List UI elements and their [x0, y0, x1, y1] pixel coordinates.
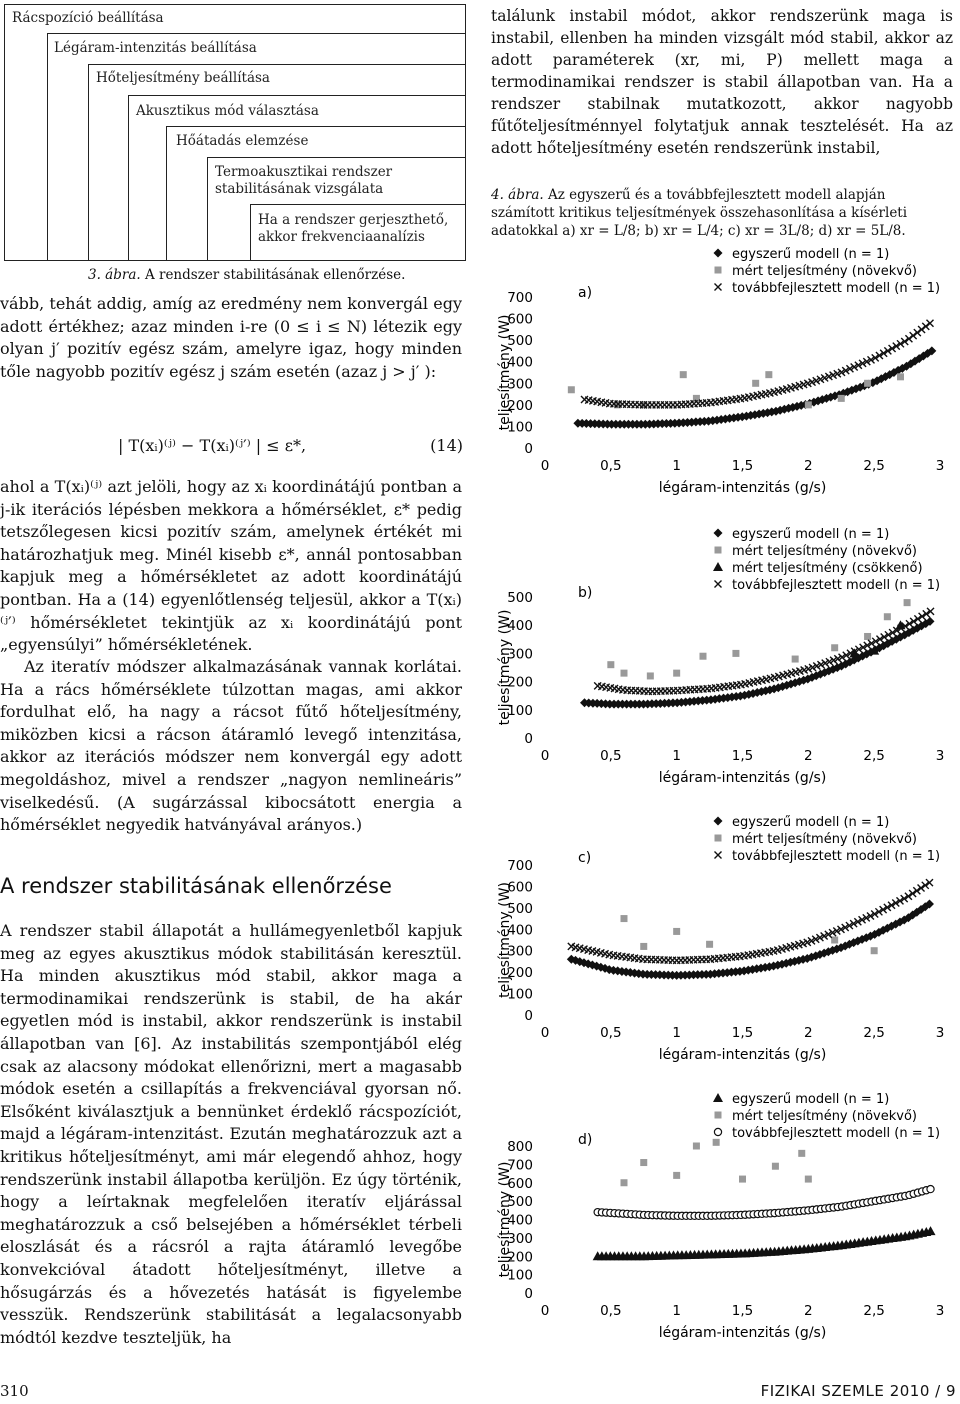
data-point: [693, 1143, 700, 1150]
legend-marker: [715, 547, 722, 554]
data-point: [910, 332, 917, 339]
fig3-label-1: Rácspozíció beállítása: [12, 10, 164, 26]
data-point: [752, 380, 759, 387]
chart-b: [485, 520, 955, 800]
data-point: [732, 650, 739, 657]
y-tick-label: 600: [507, 311, 533, 328]
legend-entry: mért teljesítmény (növekvő): [732, 264, 917, 279]
y-axis-label: teljesítmény (W): [497, 609, 513, 726]
data-point: [918, 326, 925, 333]
fig3-caption-num: 3. ábra.: [88, 267, 141, 283]
y-tick-label: 400: [507, 1212, 533, 1229]
data-point: [673, 670, 680, 677]
x-tick-label: 1: [672, 1303, 681, 1319]
x-axis-label: légáram-intenzitás (g/s): [658, 1047, 827, 1063]
x-axis-label: légáram-intenzitás (g/s): [658, 770, 827, 786]
x-tick-label: 1,5: [731, 458, 754, 474]
legend-entry: egyszerű modell (n = 1): [732, 815, 890, 830]
x-axis-label: légáram-intenzitás (g/s): [658, 480, 827, 496]
legend-entry: egyszerű modell (n = 1): [732, 247, 890, 262]
journal-footer: [761, 1382, 956, 1400]
y-tick-label: 200: [507, 674, 533, 691]
fig3-label-7: Ha a rendszer gerjeszthető, akkor frekvenciaanalízis: [258, 212, 449, 245]
y-tick-label: 500: [507, 590, 533, 606]
data-point: [798, 1150, 805, 1157]
fig4-caption-num: 4. ábra.: [491, 187, 544, 203]
y-tick-label: 200: [507, 397, 533, 414]
data-point: [864, 380, 871, 387]
x-tick-label: 2: [804, 458, 813, 474]
x-tick-label: 0,5: [600, 1303, 622, 1319]
page-number: 310: [0, 1382, 29, 1400]
y-tick-label: 0: [524, 1008, 533, 1024]
y-tick-label: 600: [507, 1175, 533, 1192]
data-point: [922, 323, 929, 330]
legend-marker: [715, 284, 722, 291]
fig3-label-6: Termoakusztikai rendszer stabilitásának vizsgálata: [215, 164, 393, 197]
legend-entry: egyszerű modell (n = 1): [732, 527, 890, 542]
legend-marker: [715, 852, 722, 859]
legend-marker: [714, 529, 723, 538]
y-axis-label: teljesítmény (W): [497, 882, 513, 998]
legend-marker: [714, 249, 723, 258]
series-2: [594, 1185, 934, 1219]
x-tick-label: 1,5: [731, 748, 754, 764]
data-point: [884, 613, 891, 620]
section-heading: A rendszer stabilitásának ellenőrzése: [0, 874, 392, 898]
series-3: [594, 608, 934, 695]
fig4-caption-text: Az egyszerű és a továbbfejlesztett modell alapján számított kritikus teljesítmények összehasonlítása a kísérleti adatokkal a) xr = L/8; b) xr = L/4; c) xr = 3L/8; d) xr = 5L/8.: [491, 187, 908, 239]
left-paragraph-1: vább, tehát addig, amíg az eredmény nem konvergál egy adott értékhez; azaz minden i-re (0 ≤ i ≤ N) létezik egy olyan j′ pozitív egész szám, amelyre igaz, hogy minden tőle nagyobb pozitív egész j szám esetén (azaz j > j′ ):: [0, 294, 462, 381]
y-tick-label: 700: [507, 858, 533, 874]
fig3-label-3: Hőteljesítmény beállítása: [96, 70, 270, 86]
x-axis-label: légáram-intenzitás (g/s): [658, 1325, 827, 1341]
legend-marker: [714, 817, 723, 826]
data-point: [792, 656, 799, 663]
series-1: [607, 599, 910, 679]
data-point: [897, 373, 904, 380]
x-tick-label: 1,5: [731, 1025, 754, 1041]
x-tick-label: 3: [935, 1303, 945, 1319]
data-point: [772, 1163, 779, 1170]
y-axis-label: teljesítmény (W): [497, 314, 513, 431]
x-tick-label: 1,5: [731, 1303, 754, 1319]
data-point: [568, 386, 575, 393]
data-point: [805, 401, 812, 408]
y-axis-label: teljesítmény (W): [497, 1161, 513, 1278]
data-point: [739, 1176, 746, 1183]
y-tick-label: 500: [507, 333, 533, 350]
x-tick-label: 3: [935, 1025, 945, 1041]
y-tick-label: 400: [507, 354, 533, 371]
y-tick-label: 100: [507, 986, 533, 1003]
data-point: [607, 661, 614, 668]
journal-issue: 2010 / 9: [889, 1382, 956, 1400]
data-point: [765, 371, 772, 378]
legend-entry: egyszerű modell (n = 1): [732, 1092, 890, 1107]
fig3-caption: [88, 266, 468, 284]
x-tick-label: 0: [540, 458, 550, 474]
data-point: [706, 941, 713, 948]
data-point: [673, 1172, 680, 1179]
legend-marker: [714, 1128, 721, 1135]
data-point: [805, 1176, 812, 1183]
y-tick-label: 0: [524, 1286, 533, 1302]
legend-entry: továbbfejlesztett modell (n = 1): [732, 578, 941, 593]
fig3-label-2: Légáram-intenzitás beállítása: [54, 40, 257, 56]
legend-marker: [713, 1093, 723, 1102]
data-point: [621, 670, 628, 677]
fig4-caption: [491, 186, 953, 240]
legend-marker: [715, 835, 722, 842]
data-point: [864, 633, 871, 640]
right-paragraph: találunk instabil módot, akkor rendszerünk maga is instabil, ellenben ha minden vizsgált mód stabil, akkor az adott paraméterek (xr, mi, P) mellett maga a termodinamikai rendszer is stabil állapotban van. Ha a rendszer stabilnak mutatkozott, akkor nagyobb fűtőteljesítménnyel folytatjuk annak tesztelését. Ha az adott hőteljesítmény esetén rendszerünk instabil,: [491, 7, 953, 157]
left-paragraph-3: Az iteratív módszer alkalmazásának vannak korlátai. Ha a rács hőmérséklete túlzottan magas, ami akkor fordulhat elő, ha nagy a rácsot fűtő hőteljesítmény, miközben kicsi a rácson átáramló levegő intenzitása, akkor az iterációs módszer nem konvergál egy adott megoldáshoz, mivel a rendszer „nagyon nemlineáris” viselkedésű. (A sugárzással kibocsátott energia a hőmérséklet negyedik hatványával arányos.): [0, 657, 462, 835]
left-paragraph-4: A rendszer stabil állapotát a hullámegyenletből kapjuk meg az egyes akusztikus módok stabilitásán keresztül. Ha minden akusztikus mód stabil, akkor maga a termodinamikai rendszerünk is stabil, de ha akár egyetlen mód is instabil, akkor rendszerünk is instabil állapotban van [6]. Az instabilitás szempontjából elég csak az alacsony módokat ellenőrizni, mert a magasabb módok esetén a csillapítás a frekvenciával gyorsan nő. Elsőként kiválasztjuk a bennünket érdeklő rácspozíciót, majd a légáram-intenzitást. Ezután meghatározzuk azt a kritikus hőteljesítményt, ami már elegendő ahhoz, hogy rendszerünk instabil állapotba kerüljön. Ez úgy történik, hogy a leírtaknak megfelelően iteratív eljárással meghatározzuk a cső belsejében a hőmérséklet térbeli eloszlását és a rácsról a rajta átáramló levegőbe konvekcióval átadott hőteljesítményt, illetve a hősugárzás és a hővezetés hatását is figyelembe vesszük. Rendszerünk stabilitását a legalacsonyabb módtól kezdve teszteljük, ha: [0, 921, 462, 1347]
x-tick-label: 0,5: [600, 1025, 622, 1041]
x-tick-label: 2: [804, 748, 813, 764]
x-tick-label: 0: [540, 1025, 550, 1041]
legend-marker: [715, 581, 722, 588]
legend-entry: továbbfejlesztett modell (n = 1): [732, 1126, 941, 1141]
y-tick-label: 400: [507, 922, 533, 939]
chart-a: [485, 240, 955, 500]
x-tick-label: 0: [540, 1303, 550, 1319]
y-tick-label: 100: [507, 702, 533, 719]
y-tick-label: 700: [507, 1157, 533, 1174]
series-0: [593, 1226, 936, 1260]
data-point: [838, 395, 845, 402]
data-point: [621, 915, 628, 922]
y-tick-label: 500: [507, 1194, 533, 1211]
x-tick-label: 3: [935, 458, 945, 474]
data-point: [926, 320, 933, 327]
data-point: [680, 371, 687, 378]
x-tick-label: 2,5: [863, 1303, 885, 1319]
y-tick-label: 800: [507, 1139, 533, 1155]
y-tick-label: 0: [524, 731, 533, 747]
data-point: [640, 943, 647, 950]
x-tick-label: 0: [540, 748, 550, 764]
legend-entry: továbbfejlesztett modell (n = 1): [732, 849, 941, 864]
x-tick-label: 0,5: [600, 458, 622, 474]
x-tick-label: 0,5: [600, 748, 622, 764]
x-tick-label: 2: [804, 1303, 813, 1319]
x-tick-label: 2,5: [863, 748, 885, 764]
x-tick-label: 2: [804, 1025, 813, 1041]
x-tick-label: 1: [672, 458, 681, 474]
legend-entry: továbbfejlesztett modell (n = 1): [732, 281, 941, 296]
legend-entry: mért teljesítmény (növekvő): [732, 832, 917, 847]
legend-marker: [715, 1112, 722, 1119]
y-tick-label: 600: [507, 879, 533, 896]
data-point: [713, 1139, 720, 1146]
y-tick-label: 700: [507, 290, 533, 306]
fig3-caption-text: A rendszer stabilitásának ellenőrzése.: [144, 267, 406, 283]
data-point: [647, 672, 654, 679]
legend-entry: mért teljesítmény (növekvő): [732, 544, 917, 559]
journal-name: FIZIKAI SZEMLE: [760, 1382, 885, 1400]
legend-entry: mért teljesítmény (csökkenő): [732, 561, 923, 576]
y-tick-label: 100: [507, 419, 533, 436]
data-point: [700, 653, 707, 660]
equation-number: (14): [430, 436, 463, 455]
data-point: [831, 937, 838, 944]
y-tick-label: 300: [507, 646, 533, 663]
y-tick-label: 500: [507, 900, 533, 917]
legend-marker: [715, 267, 722, 274]
data-point: [904, 599, 911, 606]
chart-c: [485, 810, 955, 1070]
y-tick-label: 300: [507, 1230, 533, 1247]
panel-label: c): [578, 850, 592, 866]
y-tick-label: 200: [507, 1249, 533, 1266]
y-tick-label: 300: [507, 376, 533, 393]
equation-body: | T(xᵢ)⁽ʲ⁾ − T(xᵢ)⁽ʲ′⁾ | ≤ ε*,: [118, 436, 307, 455]
x-tick-label: 1: [672, 748, 681, 764]
data-point: [621, 1179, 628, 1186]
series-2: [581, 320, 933, 409]
data-point: [831, 644, 838, 651]
y-tick-label: 0: [524, 441, 533, 457]
series-1: [621, 1139, 812, 1186]
x-tick-label: 1: [672, 1025, 681, 1041]
legend-entry: mért teljesítmény (növekvő): [732, 1109, 917, 1124]
data-point: [673, 928, 680, 935]
x-tick-label: 2,5: [863, 1025, 885, 1041]
panel-label: a): [578, 285, 593, 301]
y-tick-label: 300: [507, 943, 533, 960]
fig3-label-4: Akusztikus mód választása: [136, 103, 319, 119]
data-point: [914, 329, 921, 336]
y-tick-label: 400: [507, 618, 533, 635]
chart-d: [485, 1085, 955, 1360]
data-point: [640, 1159, 647, 1166]
equation-14: [118, 432, 463, 462]
left-paragraph-2: ahol a T(xᵢ)⁽ʲ⁾ azt jelöli, hogy az xᵢ koordinátájú pontban a j-ik iterációs lépésben mekkora a hőmérséklet, ε* pedig tetszőlegesen kicsi pozitív szám, amelynek értékét mi határozhatjuk meg. Minél kisebb ε*, annál pontosabban kapjuk meg a hőmérsékletet az adott koordinátájú pontban. Ha a (14) egyenlőtlenség teljesül, akkor a T(xᵢ)⁽ʲ′⁾ hőmérsékletet tekintjük az xᵢ koordinátájú pont „egyensúlyi” hőmérsékletének.: [0, 477, 462, 655]
data-point: [871, 947, 878, 954]
x-tick-label: 2,5: [863, 458, 885, 474]
series-0: [580, 617, 934, 709]
x-tick-label: 3: [935, 748, 945, 764]
y-tick-label: 200: [507, 965, 533, 982]
data-point: [927, 1185, 934, 1192]
panel-label: b): [578, 585, 593, 601]
fig3-label-5: Hőátadás elemzése: [176, 133, 309, 149]
legend-marker: [713, 562, 723, 571]
panel-label: d): [578, 1132, 593, 1148]
y-tick-label: 100: [507, 1267, 533, 1284]
